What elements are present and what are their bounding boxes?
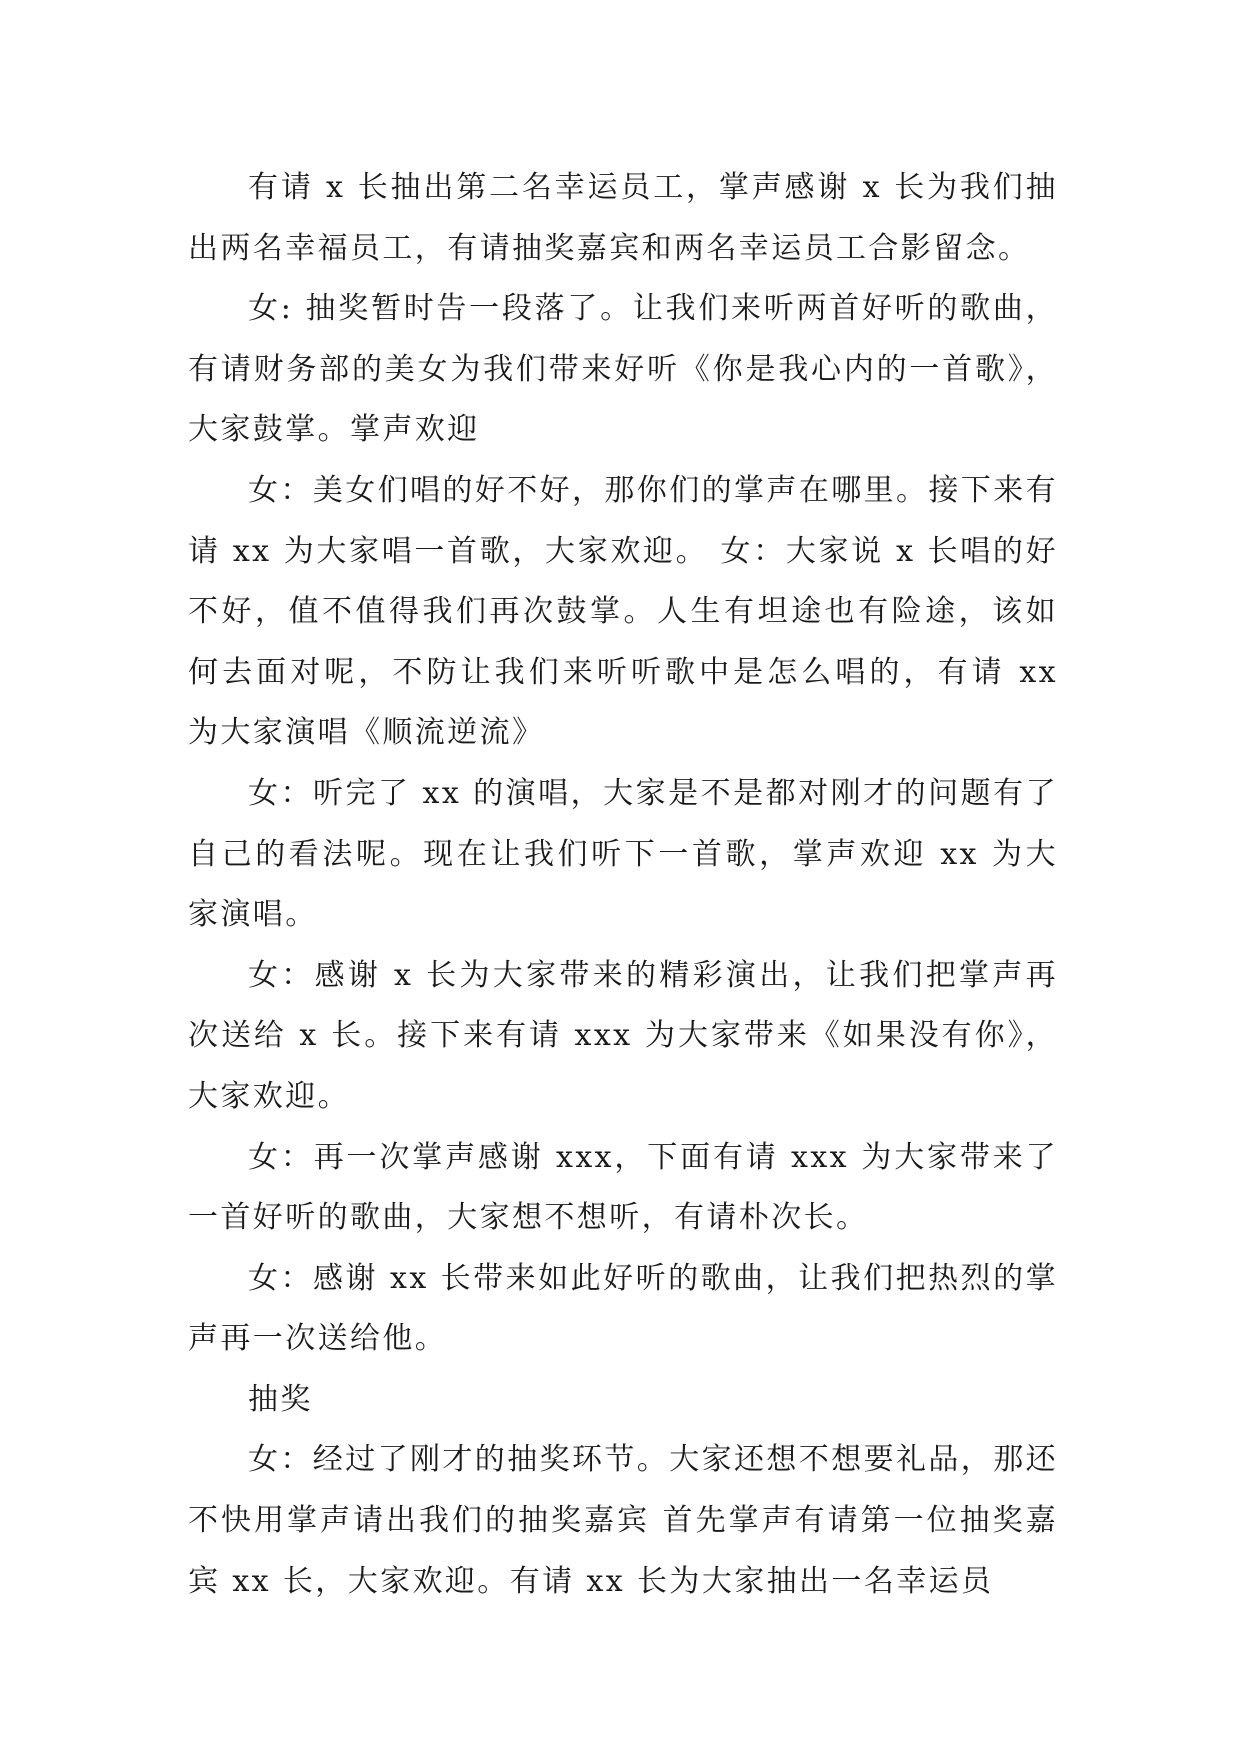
- paragraph-3: 女：美女们唱的好不好，那你们的掌声在哪里。接下来有请 xx 为大家唱一首歌，大家欢迎。 女：大家说 x 长唱的好不好，值不值得我们再次鼓掌。人生有坦途也有险途，该如何去面对呢，不防让我们来听听歌中是怎么唱的，有请 xx 为大家演唱《顺流逆流》: [188, 472, 1070, 751]
- paragraph-9: 女：经过了刚才的抽奖环节。大家还想不想要礼品，那还不快用掌声请出我们的抽奖嘉宾 首先掌声有请第一位抽奖嘉宾 xx 长，大家欢迎。有请 xx 长为大家抽出一名幸运员: [188, 1442, 1058, 1599]
- paragraph-6: 女：再一次掌声感谢 xxx，下面有请 xxx 为大家带来了一首好听的歌曲，大家想不想听，有请朴次长。: [188, 1139, 1058, 1236]
- paragraph-1: 有请 x 长抽出第二名幸运员工，掌声感谢 x 长为我们抽出两名幸福员工，有请抽奖嘉宾和两名幸运员工合影留念。: [188, 170, 1058, 266]
- paragraph-2: 女: 抽奖暂时告一段落了。让我们来听两首好听的歌曲，有请财务部的美女为我们带来好听《你是我心内的一首歌》，大家鼓掌。掌声欢迎: [188, 291, 1058, 448]
- paragraph-5: 女：感谢 x 长为大家带来的精彩演出，让我们把掌声再次送给 x 长。接下来有请 xxx 为大家带来《如果没有你》，大家欢迎。: [188, 957, 1058, 1114]
- paragraph-7: 女：感谢 xx 长带来如此好听的歌曲，让我们把热烈的掌声再一次送给他。: [188, 1260, 1058, 1357]
- document-body: [188, 158, 1070, 1612]
- section-heading-lottery: 抽奖: [248, 1381, 313, 1417]
- paragraph-4: 女：听完了 xx 的演唱，大家是不是都对刚才的问题有了自己的看法呢。现在让我们听下一首歌，掌声欢迎 xx 为大家演唱。: [188, 775, 1058, 933]
